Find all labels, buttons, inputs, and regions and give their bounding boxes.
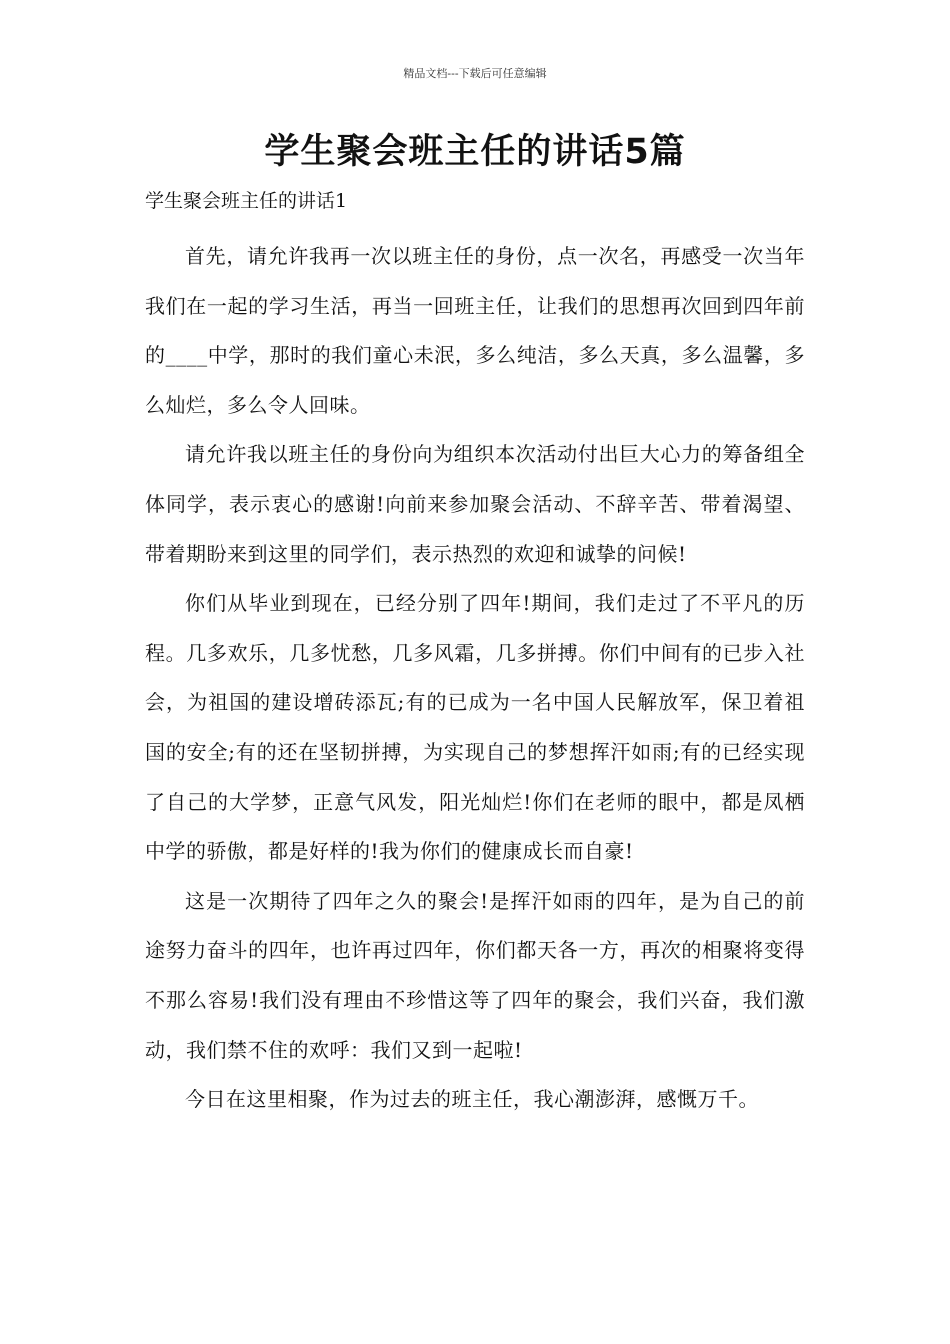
paragraph: 你们从毕业到现在，已经分别了四年!期间，我们走过了不平凡的历程。几多欢乐，几多忧愁，几多风霜，几多拼搏。你们中间有的已步入社会，为祖国的建设增砖添瓦;有的已成为一名中国人民解放军，保卫着祖国的安全;有的还在坚韧拼搏，为实现自己的梦想挥汗如雨;有的已经实现了自己的大学梦，正意气风发，阳光灿烂!你们在老师的眼中，都是凤栖中学的骄傲，都是好样的!我为你们的健康成长而自豪!	[145, 591, 805, 864]
header-note: 精品文档---下载后可任意编辑	[403, 67, 547, 80]
paragraph: 今日在这里相聚，作为过去的班主任，我心潮澎湃，感慨万千。	[185, 1087, 759, 1112]
document-title: 学生聚会班主任的讲话5篇	[264, 132, 686, 172]
paragraph: 这是一次期待了四年之久的聚会!是挥汗如雨的四年，是为自己的前途努力奋斗的四年，也许再过四年，你们都天各一方，再次的相聚将变得不那么容易!我们没有理由不珍惜这等了四年的聚会，我们兴奋，我们激动，我们禁不住的欢呼：我们又到一起啦!	[145, 888, 805, 1062]
section-title: 学生聚会班主任的讲话1	[145, 190, 348, 212]
paragraph: 请允许我以班主任的身份向为组织本次活动付出巨大心力的筹备组全体同学，表示衷心的感谢!向前来参加聚会活动、不辞辛苦、带着渴望、带着期盼来到这里的同学们，表示热烈的欢迎和诚挚的问候!	[145, 442, 805, 566]
paragraph: 首先，请允许我再一次以班主任的身份，点一次名，再感受一次当年我们在一起的学习生活，再当一回班主任，让我们的思想再次回到四年前的____中学，那时的我们童心未泯，多么纯洁，多么天真，多么温馨，多么灿烂，多么令人回味。	[145, 244, 805, 417]
body-text	[145, 232, 805, 1125]
